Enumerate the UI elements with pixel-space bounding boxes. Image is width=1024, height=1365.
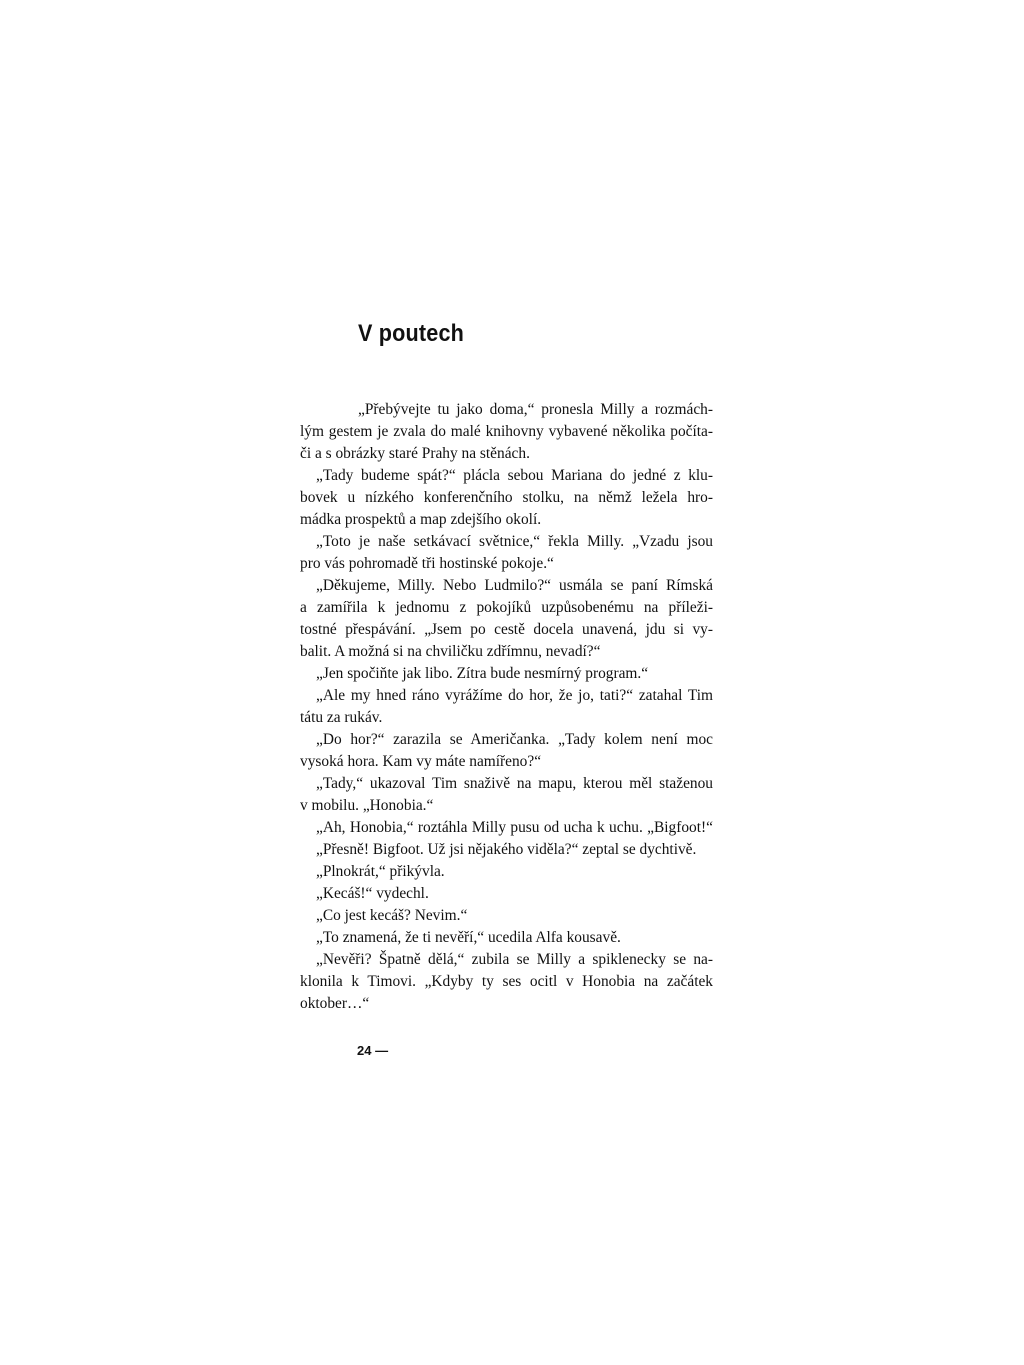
text-line: vysoká hora. Kam vy máte namířeno?“ xyxy=(300,753,542,770)
text-line: „Přesně! Bigfoot. Už jsi nějakého viděla?“ zeptal se dychtivě. xyxy=(316,841,697,858)
text-line: „Tady,“ ukazoval Tim snaživě na mapu, kterou měl staženou xyxy=(316,775,713,792)
text-line: „Kecáš!“ vydechl. xyxy=(316,885,429,902)
body-text xyxy=(300,399,713,1015)
text-line: balit. A možná si na chviličku zdřímnu, nevadí?“ xyxy=(300,643,601,660)
text-line: v mobilu. „Honobia.“ xyxy=(300,797,434,814)
text-line: mádka prospektů a map zdejšího okolí. xyxy=(300,511,542,528)
chapter-title: V poutech xyxy=(358,320,465,347)
text-line: bovek u nízkého konferenčního stolku, na němž ležela hro- xyxy=(300,489,713,506)
text-line: „Plnokrát,“ přikývla. xyxy=(316,863,445,880)
text-line: „Ale my hned ráno vyrážíme do hor, že jo, tati?“ zatahal Tim xyxy=(316,687,713,704)
text-line: „To znamená, že ti nevěří,“ ucedila Alfa kousavě. xyxy=(316,929,621,946)
text-line: „Co jest kecáš? Nevim.“ xyxy=(316,907,468,924)
text-line: „Nevěři? Špatně dělá,“ zubila se Milly a spiklenecky se na- xyxy=(316,951,713,968)
text-line: „Tady budeme spát?“ plácla sebou Mariana do jedné z klu- xyxy=(316,467,713,484)
text-line: lým gestem je zvala do malé knihovny vybavené několika počíta- xyxy=(300,423,713,440)
text-line: „Jen spočiňte jak libo. Zítra bude nesmírný program.“ xyxy=(316,665,649,682)
text-line: „Toto je naše setkávací světnice,“ řekla Milly. „Vzadu jsou xyxy=(316,533,713,550)
text-line: klonila k Timovi. „Kdyby ty ses ocitl v Honobia na začátek xyxy=(300,973,713,990)
text-line: „Děkujeme, Milly. Nebo Ludmilo?“ usmála se paní Rímská xyxy=(316,577,713,594)
text-line: „Ah, Honobia,“ roztáhla Milly pusu od ucha k uchu. „Bigfoot!“ xyxy=(316,819,713,836)
text-line: a zamířila k jednomu z pokojíků uzpůsobenému na příleži- xyxy=(300,599,713,616)
text-line: tostné přespávání. „Jsem po cestě docela unavená, jdu si vy- xyxy=(300,621,713,638)
text-line: oktober…“ xyxy=(300,995,370,1012)
text-line: pro vás pohromadě tři hostinské pokoje.“ xyxy=(300,555,554,572)
text-line: „Do hor?“ zarazila se Američanka. „Tady kolem není moc xyxy=(316,731,713,748)
text-line: tátu za rukáv. xyxy=(300,709,383,726)
page-number: 24 — xyxy=(357,1043,389,1058)
text-line: či a s obrázky staré Prahy na stěnách. xyxy=(300,445,530,462)
text-line: „Přebývejte tu jako doma,“ pronesla Milly a rozmách- xyxy=(358,401,713,418)
